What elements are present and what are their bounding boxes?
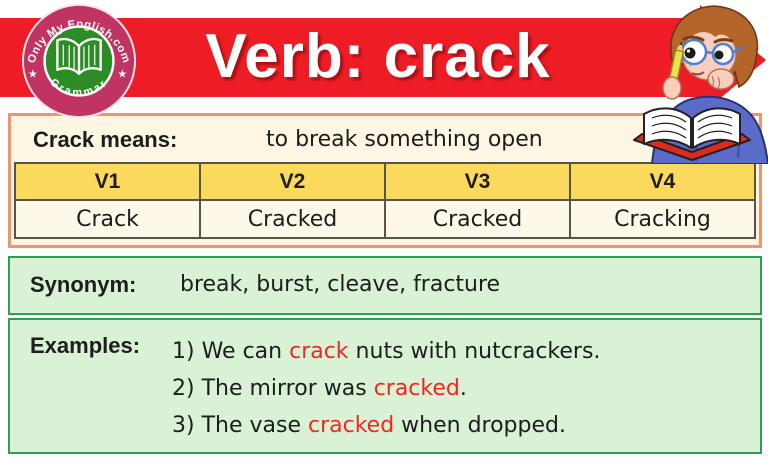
table-value-row bbox=[15, 200, 755, 238]
value-v4: Cracking bbox=[570, 200, 755, 238]
chin-hand bbox=[708, 69, 734, 89]
star-icon: ★ bbox=[27, 68, 38, 81]
examples-label: Examples: bbox=[30, 333, 141, 358]
example-text: 1) We can bbox=[172, 339, 290, 364]
example-text: 3) The vase bbox=[172, 413, 308, 438]
synonym-text: break, burst, cleave, fracture bbox=[180, 272, 501, 297]
right-eye bbox=[715, 51, 724, 60]
meaning-text: to break something open bbox=[266, 127, 543, 152]
synonym-box bbox=[8, 256, 762, 315]
pencil-hand bbox=[663, 77, 681, 99]
logo-arc-bottom-text: Grammar bbox=[47, 76, 111, 99]
brand-logo bbox=[20, 2, 138, 120]
example-text: 2) The mirror was bbox=[172, 376, 374, 401]
header-v1: V1 bbox=[15, 163, 200, 200]
example-line bbox=[172, 333, 600, 370]
example-text: . bbox=[459, 376, 467, 401]
example-line bbox=[172, 407, 600, 444]
example-highlight: cracked bbox=[373, 376, 460, 401]
left-eye bbox=[685, 48, 696, 59]
examples-list bbox=[172, 333, 600, 444]
verb-forms-table bbox=[14, 162, 756, 239]
page-title: Verb: crack bbox=[205, 22, 551, 91]
value-v2: Cracked bbox=[200, 200, 385, 238]
table-header-row bbox=[15, 163, 755, 200]
value-v1: Crack bbox=[15, 200, 200, 238]
example-highlight: crack bbox=[289, 339, 349, 364]
eye-glint bbox=[687, 49, 690, 52]
header-v4: V4 bbox=[570, 163, 755, 200]
value-v3: Cracked bbox=[385, 200, 570, 238]
logo-arc-top-text: Only My English.com bbox=[25, 18, 133, 65]
example-line bbox=[172, 370, 600, 407]
example-text: when dropped. bbox=[394, 413, 566, 438]
example-text: nuts with nutcrackers. bbox=[348, 339, 601, 364]
examples-box bbox=[8, 318, 762, 454]
meaning-label: Crack means: bbox=[33, 127, 178, 152]
star-icon: ★ bbox=[117, 68, 128, 81]
header-v2: V2 bbox=[200, 163, 385, 200]
freckle bbox=[685, 62, 687, 64]
synonym-label: Synonym: bbox=[30, 272, 137, 297]
freckle bbox=[689, 65, 691, 67]
header-v3: V3 bbox=[385, 163, 570, 200]
example-highlight: cracked bbox=[307, 413, 395, 438]
thinking-student-illustration bbox=[616, 0, 768, 164]
